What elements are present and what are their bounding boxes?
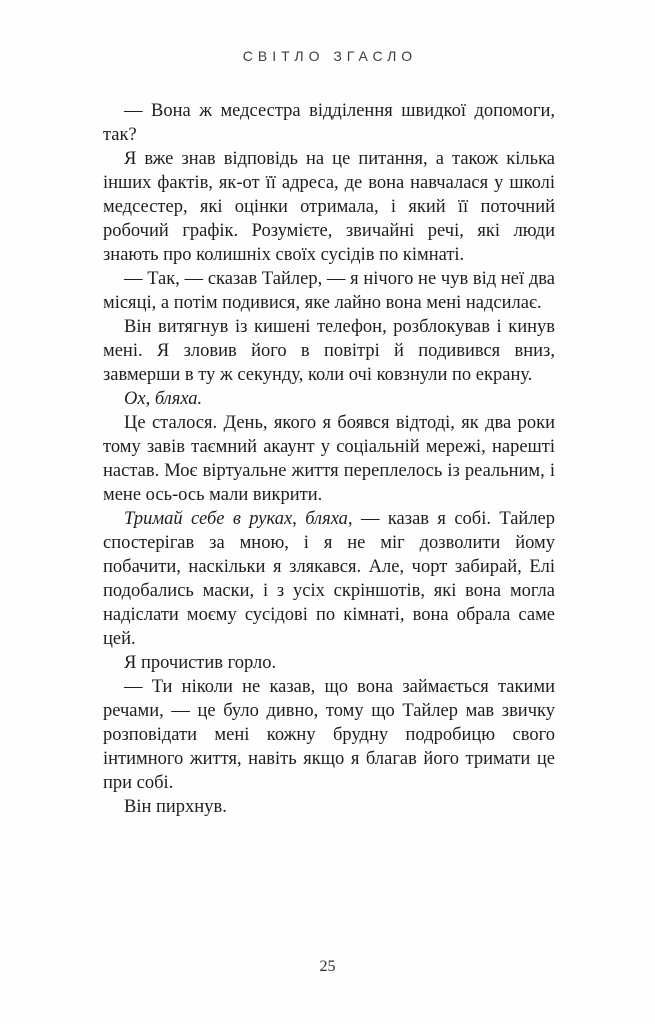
paragraph-dialogue-2 [103, 267, 555, 315]
page-number: 25 [319, 958, 336, 975]
body-text [103, 99, 555, 819]
paragraph-text: — Так, — сказав Тайлер, — я нічого не чув від неї два місяці, а потім подивися, яке лайно вона мені надсилає. [103, 269, 555, 313]
paragraph-inner-thought-1 [103, 387, 555, 411]
paragraph-text: — Вона ж медсестра відділення швидкої допомоги, так? [103, 101, 555, 145]
paragraph-narration-5 [103, 795, 555, 819]
running-head: СВІТЛО ЗГАСЛО [242, 48, 418, 64]
paragraph-text: — казав я собі. Тайлер спостерігав за мною, і я не міг дозволити йому побачити, наскільки я злякався. Але, чорт забирай, Елі подобались маски, і з усіх скріншотів, які вона могла надіслати моєму сусідові по кімнаті, вона обрала саме цей. [103, 509, 556, 649]
paragraph-narration-2 [103, 315, 555, 387]
italic-text-segment: Тримай себе в руках, бляха, [124, 509, 353, 529]
italic-text-segment: Ох, бляха. [124, 389, 203, 409]
paragraph-narration-1 [103, 147, 555, 267]
paragraph-inner-thought-2 [103, 507, 555, 651]
paragraph-text: — Ти ніколи не казав, що вона займається такими речами, — це було дивно, тому що Тайлер мав звичку розповідати мені кожну брудну подробицю свого інтимного життя, навіть якщо я благав його тримати це при собі. [103, 677, 555, 793]
paragraph-narration-3 [103, 411, 555, 507]
paragraph-text: Він пирхнув. [124, 797, 227, 817]
paragraph-text: Я прочистив горло. [124, 653, 277, 673]
paragraph-text: Він витягнув із кишені телефон, розблокував і кинув мені. Я зловив його в повітрі й подивився вниз, завмерши в ту ж секунду, коли очі ковзнули по екрану. [103, 317, 555, 385]
paragraph-narration-4 [103, 651, 555, 675]
paragraph-text: Я вже знав відповідь на це питання, а також кілька інших фактів, як-от її адреса, де вона навчалася у школі медсестер, які оцінки отримала, і який її поточний робочий графік. Розумієте, звичайні речі, які люди знають про колишніх своїх сусідів по кімнаті. [103, 149, 555, 265]
paragraph-dialogue-1 [103, 99, 555, 147]
paragraph-text: Це сталося. День, якого я боявся відтоді, як два роки тому завів таємний акаунт у соціальній мережі, нарешті настав. Моє віртуальне життя переплелось із реальним, і мене ось-ось мали викрити. [103, 413, 555, 505]
paragraph-dialogue-3 [103, 675, 555, 795]
